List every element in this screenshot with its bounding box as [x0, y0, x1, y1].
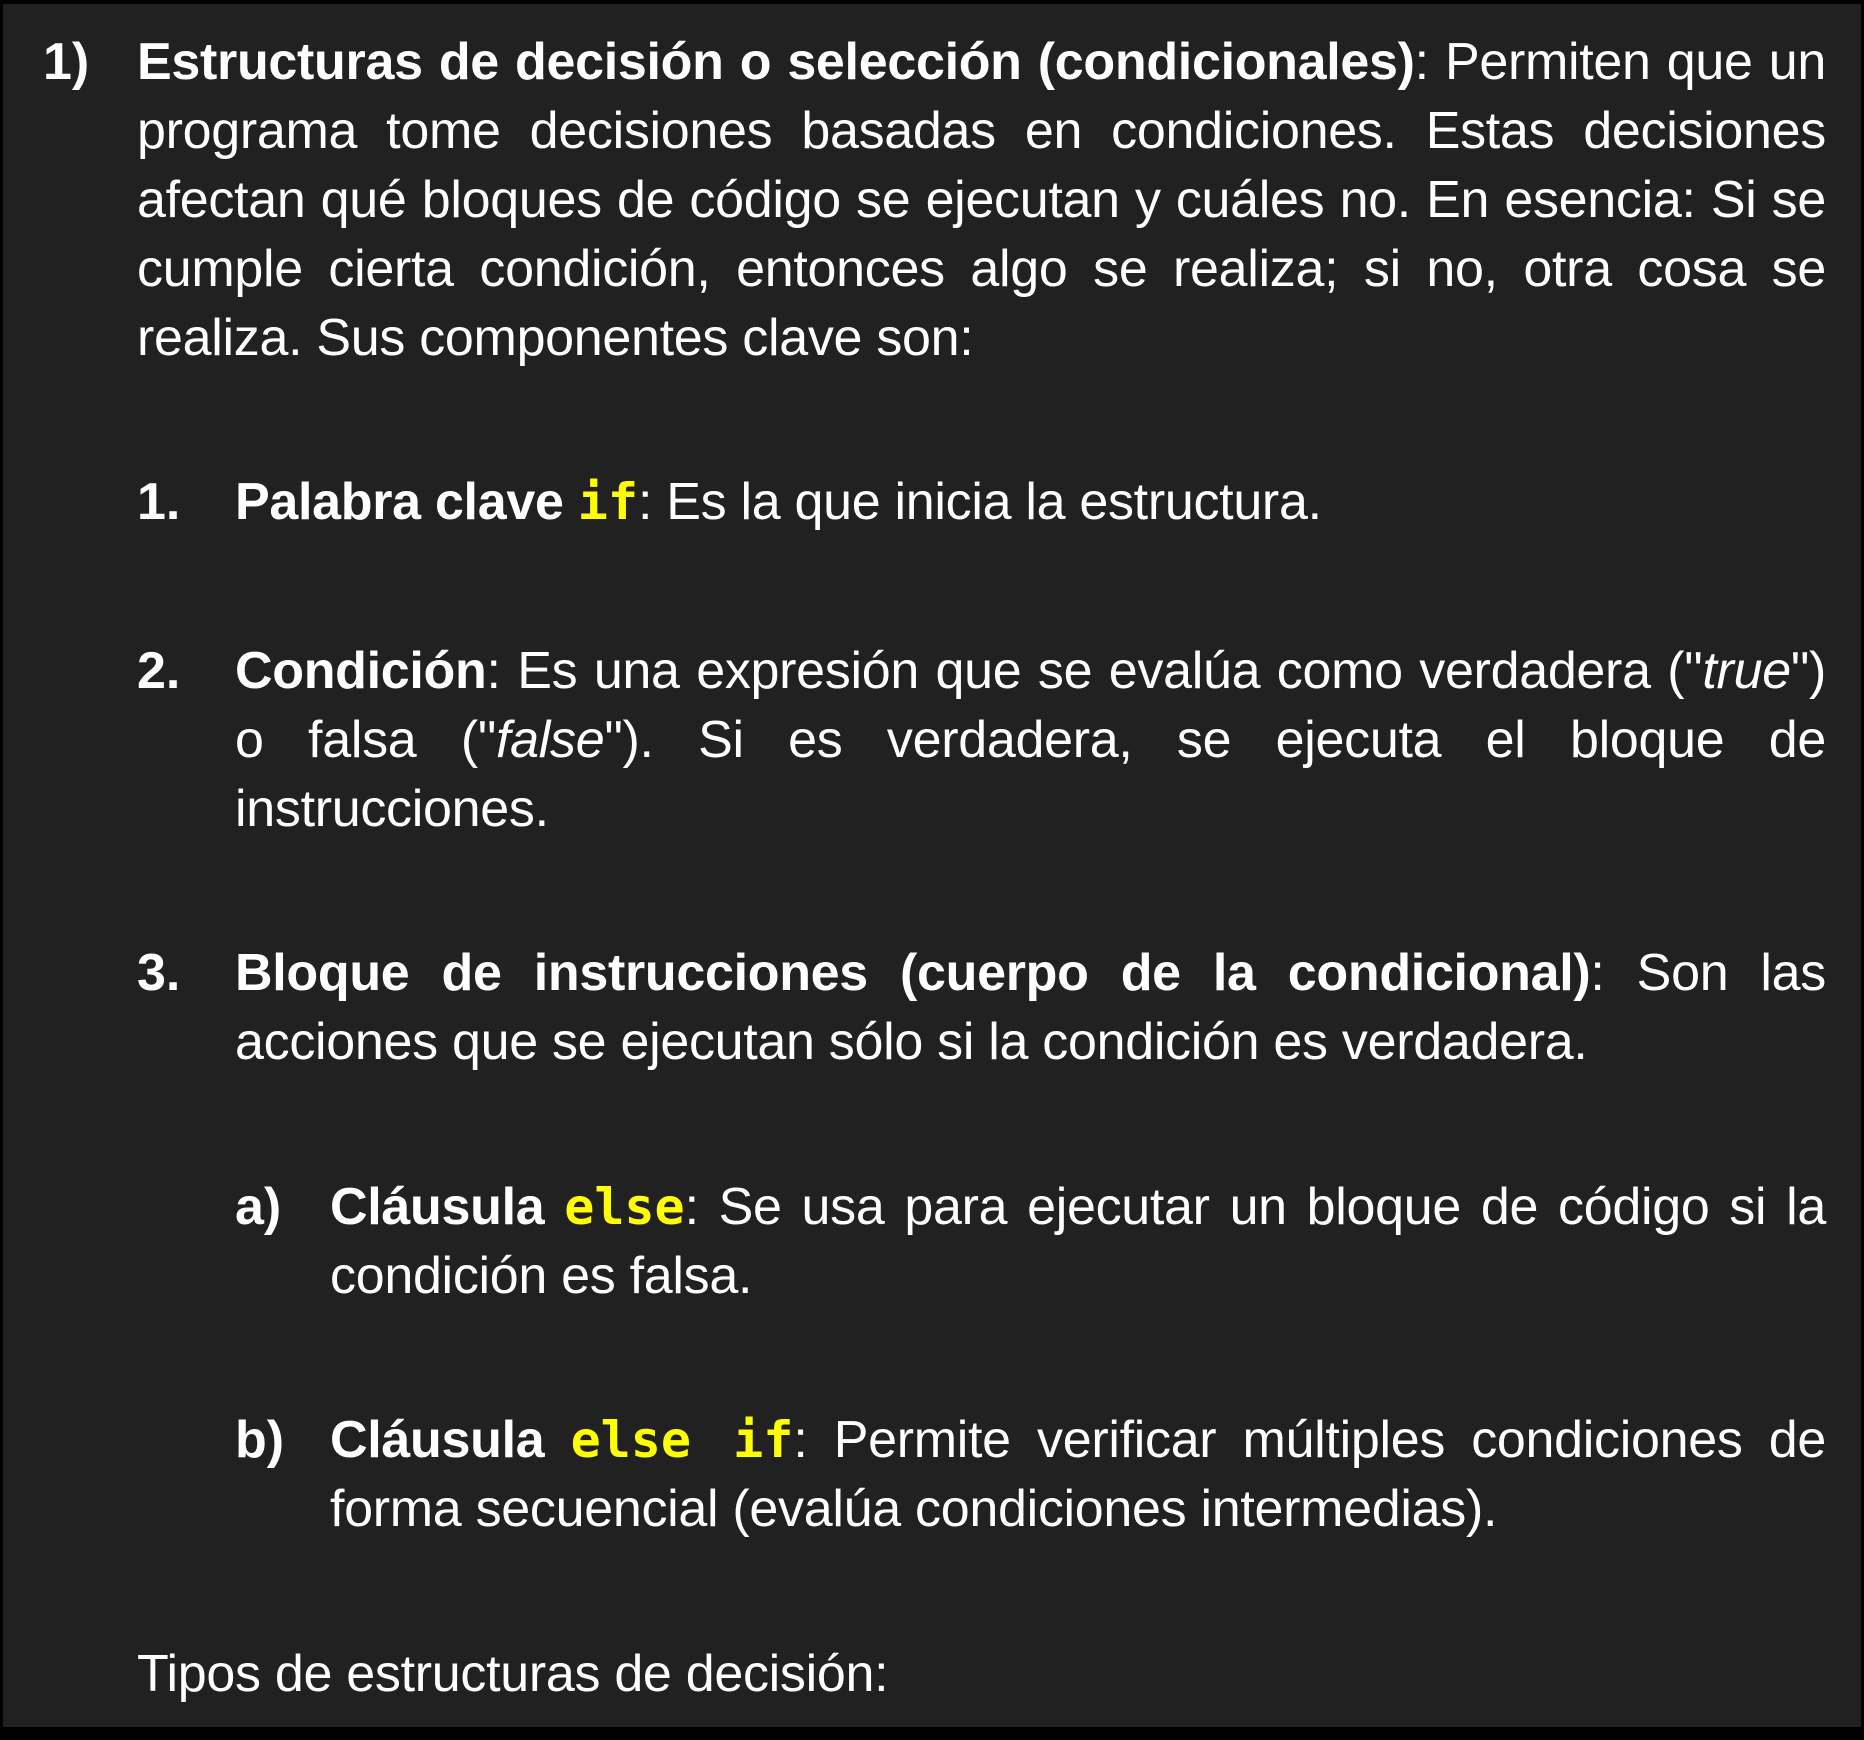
clause-item-else-if: [330, 1406, 1826, 1544]
component-number-2: 2.: [137, 642, 181, 700]
clause-item-else: [330, 1173, 1826, 1311]
clause-letter-a: a): [235, 1178, 282, 1236]
component-number-3: 3.: [137, 944, 181, 1002]
italic-false: false: [496, 711, 605, 769]
component-description-part: Es una expresión que se evalúa como verdadera (": [500, 642, 1703, 700]
code-keyword-else-if: else if: [570, 1411, 794, 1469]
clause-separator: :: [684, 1178, 699, 1236]
component-term: Palabra clave: [235, 473, 578, 531]
clause-letter-b: b): [235, 1411, 285, 1469]
decision-types-heading: Tipos de estructuras de decisión:: [137, 1645, 889, 1703]
component-separator: :: [1590, 944, 1605, 1002]
section-intro-paragraph: [137, 28, 1826, 373]
component-description-part: "). Si es verdadera, se ejecuta el bloque de instrucciones.: [235, 711, 1827, 838]
clause-term: Cláusula: [330, 1411, 571, 1469]
section-title-colon: :: [1414, 33, 1429, 91]
clause-separator: :: [793, 1411, 808, 1469]
component-item-body: [235, 939, 1826, 1077]
component-item-condition: [235, 637, 1826, 844]
component-term: Condición: [235, 642, 487, 700]
section-intro-text: Permiten que un programa tome decisiones basadas en condiciones. Estas decisiones afectan qué bloques de código se ejecutan y cuáles no. En esencia: Si se cumple cierta condición, entonces algo se realiza; si no, otra cosa se realiza. Sus componentes clave son:: [137, 33, 1826, 367]
clause-description: Permite verificar múltiples condiciones de forma secuencial (evalúa condiciones intermedias).: [330, 1411, 1827, 1538]
section-number: 1): [43, 33, 90, 91]
component-description-part: ") o falsa (": [235, 642, 1826, 769]
component-description: Son las acciones que se ejecutan sólo si la condición es verdadera.: [235, 944, 1826, 1071]
document-page: [3, 4, 1861, 1727]
component-term: Bloque de instrucciones (cuerpo de la condicional): [235, 944, 1591, 1002]
clause-term: Cláusula: [330, 1178, 565, 1236]
component-separator: :: [486, 642, 501, 700]
component-description: Es la que inicia la estructura.: [652, 473, 1322, 531]
component-number-1: 1.: [137, 473, 181, 531]
code-keyword-if: if: [577, 473, 638, 531]
code-keyword-else: else: [564, 1178, 685, 1236]
section-title: Estructuras de decisión o selección (condicionales): [137, 33, 1415, 91]
component-item-keyword: [235, 468, 1826, 537]
clause-description: Se usa para ejecutar un bloque de código si la condición es falsa.: [330, 1178, 1827, 1305]
component-separator: :: [637, 473, 653, 531]
italic-true: true: [1702, 642, 1791, 700]
